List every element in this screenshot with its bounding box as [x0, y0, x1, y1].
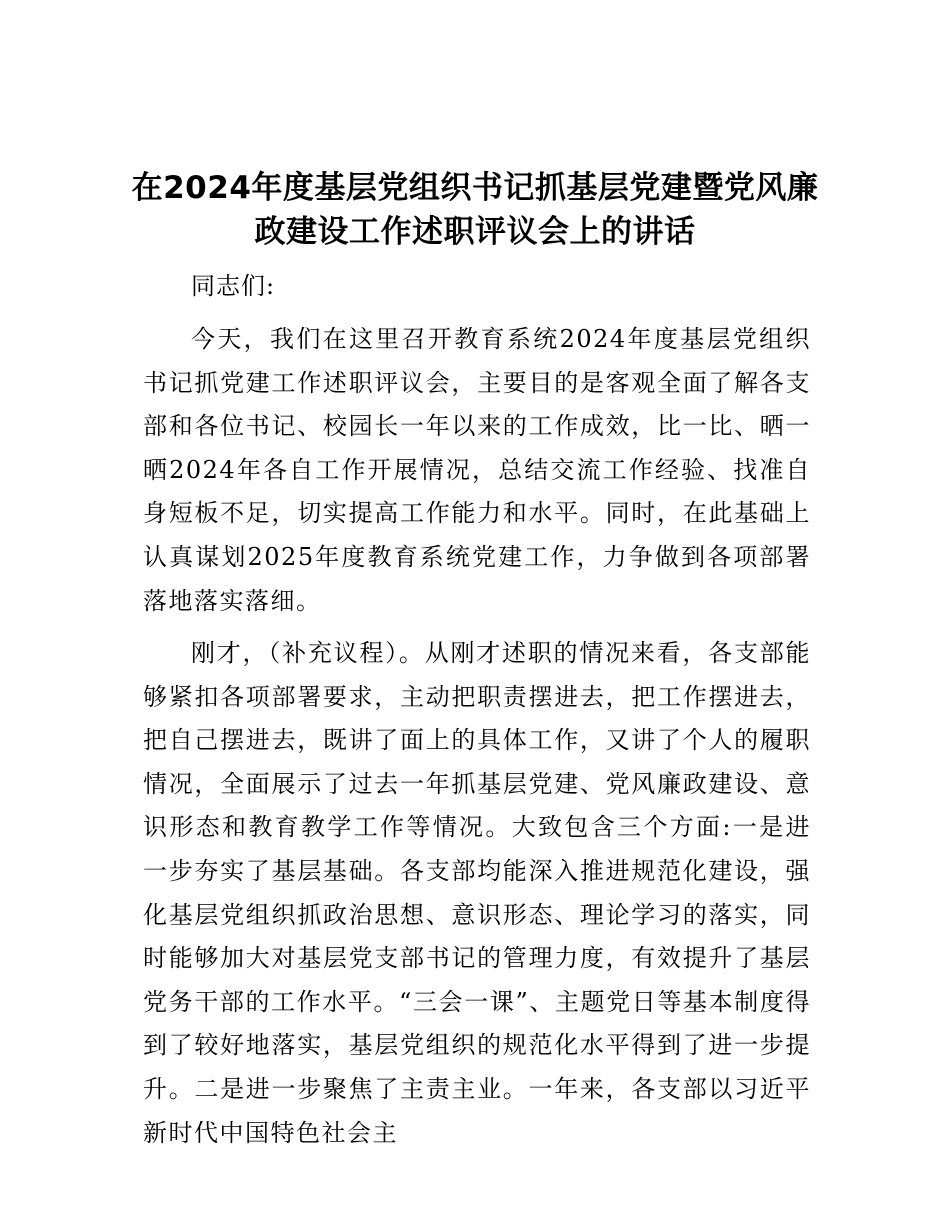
body-paragraph-2: 刚才，（补充议程）。从刚才述职的情况来看，各支部能够紧扣各项部署要求，主动把职责摆进去，把工作摆进去，把自己摆进去，既讲了面上的具体工作，又讲了个人的履职情况，全面展示了过去一年抓基层党建、党风廉政建设、意识形态和教育教学工作等情况。大致包含三个方面:一是进一步夯实了基层基础。各支部均能深入推进规范化建设，强化基层党组织抓政治思想、意识形态、理论学习的落实，同时能够加大对基层党支部书记的管理力度，有效提升了基层党务干部的工作水平。“三会一课”、主题党日等基本制度得到了较好地落实，基层党组织的规范化水平得到了进一步提升。二是进一步聚焦了主责主业。一年来，各支部以习近平新时代中国特色社会主: [143, 639, 811, 1147]
body-paragraph-1: 今天，我们在这里召开教育系统2024年度基层党组织书记抓党建工作述职评议会，主要目的是客观全面了解各支部和各位书记、校园长一年以来的工作成效，比一比、晒一晒2024年各自工作开展情况，总结交流工作经验、找准自身短板不足，切实提高工作能力和水平。同时，在此基础上认真谋划2025年度教育系统党建工作，力争做到各项部署落地落实落细。: [143, 325, 811, 615]
salutation: 同志们:: [191, 272, 276, 300]
document-title: 在2024年度基层党组织书记抓基层党建暨党风廉政建设工作述职评议会上的讲话: [131, 170, 819, 250]
